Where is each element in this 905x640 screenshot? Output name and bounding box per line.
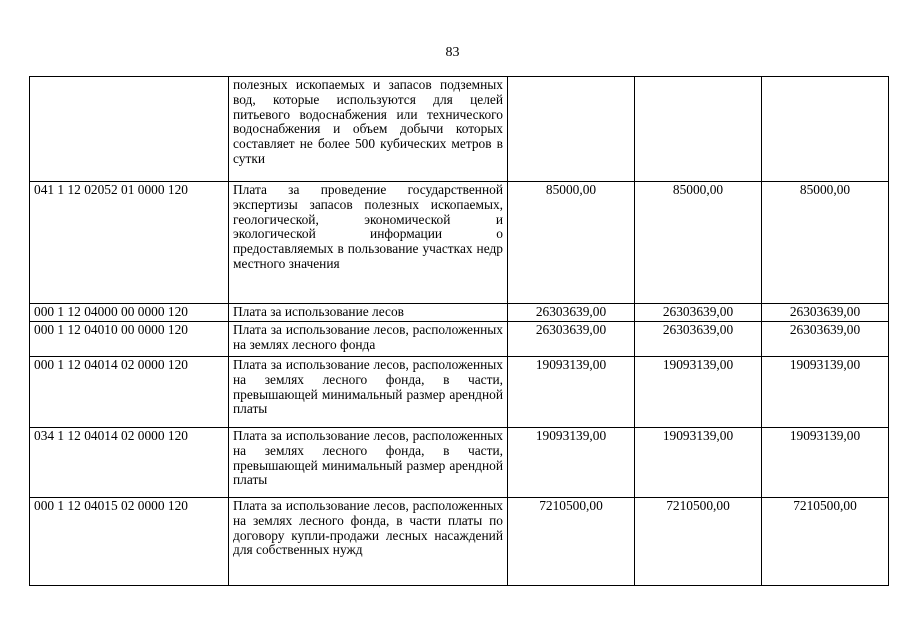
table-row — [30, 182, 889, 304]
page-number: 83 — [445, 45, 460, 60]
table-row — [30, 428, 889, 498]
table-row — [30, 77, 889, 182]
amount-cell-2: 85000,00 — [635, 182, 762, 304]
income-name-cell: Плата за использование лесов, расположенных на землях лесного фонда — [229, 322, 508, 357]
budget-code-cell: 000 1 12 04014 02 0000 120 — [30, 357, 229, 428]
income-name-cell: Плата за проведение государственной экспертизы запасов полезных ископаемых, геологической, экономической и экологической информации о предоставляемых в пользование участках недр местного значения — [229, 182, 508, 304]
amount-cell-3: 7210500,00 — [762, 498, 889, 586]
budget-table — [29, 76, 889, 586]
table-row — [30, 498, 889, 586]
table-row — [30, 357, 889, 428]
amount-cell-2 — [635, 77, 762, 182]
budget-code-cell: 034 1 12 04014 02 0000 120 — [30, 428, 229, 498]
budget-code-cell: 000 1 12 04015 02 0000 120 — [30, 498, 229, 586]
amount-cell-1 — [508, 77, 635, 182]
amount-cell-1: 85000,00 — [508, 182, 635, 304]
table-row — [30, 304, 889, 322]
budget-code-cell: 000 1 12 04010 00 0000 120 — [30, 322, 229, 357]
table-row — [30, 322, 889, 357]
income-name-cell: Плата за использование лесов, расположенных на землях лесного фонда, в части платы по договору купли-продажи лесных насаждений для собственных нужд — [229, 498, 508, 586]
amount-cell-3: 26303639,00 — [762, 322, 889, 357]
amount-cell-3: 19093139,00 — [762, 428, 889, 498]
amount-cell-2: 26303639,00 — [635, 304, 762, 322]
budget-code-cell — [30, 77, 229, 182]
amount-cell-2: 7210500,00 — [635, 498, 762, 586]
income-name-cell: Плата за использование лесов — [229, 304, 508, 322]
income-name-cell: Плата за использование лесов, расположенных на землях лесного фонда, в части, превышающей минимальный размер арендной платы — [229, 357, 508, 428]
amount-cell-2: 26303639,00 — [635, 322, 762, 357]
amount-cell-3: 19093139,00 — [762, 357, 889, 428]
amount-cell-3 — [762, 77, 889, 182]
amount-cell-1: 26303639,00 — [508, 304, 635, 322]
income-name-cell: полезных ископаемых и запасов подземных вод, которые используются для целей питьевого водоснабжения или технического водоснабжения и объем добычи которых составляет не более 500 кубических метров в сутки — [229, 77, 508, 182]
amount-cell-1: 19093139,00 — [508, 357, 635, 428]
amount-cell-1: 26303639,00 — [508, 322, 635, 357]
amount-cell-3: 85000,00 — [762, 182, 889, 304]
income-name-cell: Плата за использование лесов, расположенных на землях лесного фонда, в части, превышающей минимальный размер арендной платы — [229, 428, 508, 498]
budget-code-cell: 041 1 12 02052 01 0000 120 — [30, 182, 229, 304]
budget-table-body — [30, 77, 889, 586]
amount-cell-2: 19093139,00 — [635, 357, 762, 428]
amount-cell-1: 7210500,00 — [508, 498, 635, 586]
amount-cell-1: 19093139,00 — [508, 428, 635, 498]
amount-cell-2: 19093139,00 — [635, 428, 762, 498]
amount-cell-3: 26303639,00 — [762, 304, 889, 322]
budget-code-cell: 000 1 12 04000 00 0000 120 — [30, 304, 229, 322]
